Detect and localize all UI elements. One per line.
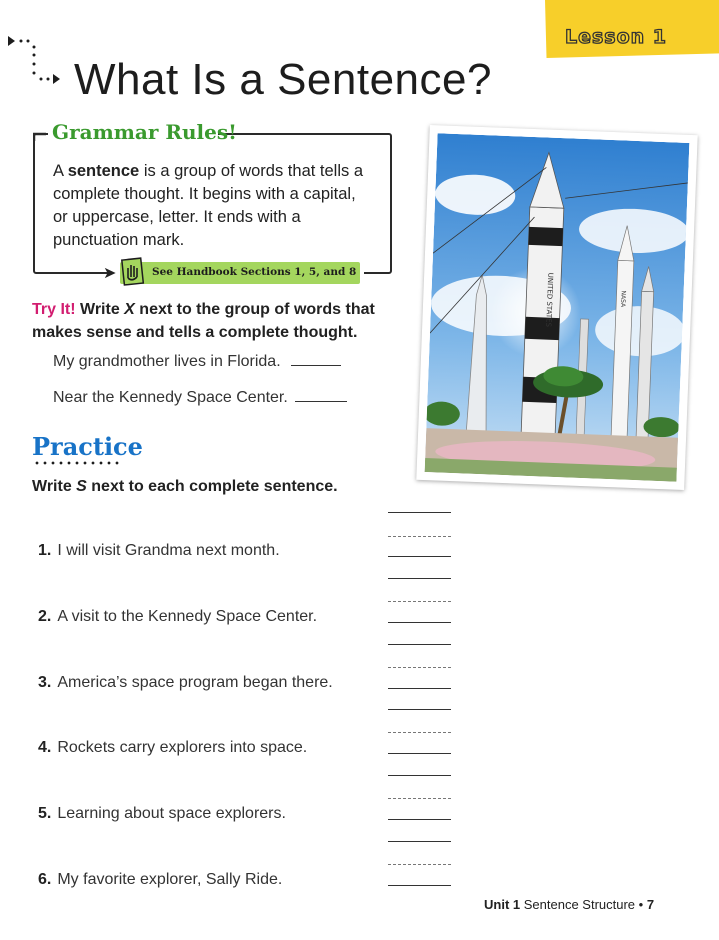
rocket-scene-illustration bbox=[425, 133, 690, 481]
try-it-item bbox=[53, 353, 341, 371]
footer-section: Sentence Structure bbox=[523, 897, 636, 912]
answer-guide-top bbox=[388, 578, 451, 579]
rules-text-post: is a group of words that tells a complete thought. It begins with a capital, or uppercase, letter. It ends with a punctuation mark. bbox=[53, 162, 364, 249]
rules-keyword: sentence bbox=[67, 162, 140, 180]
answer-line[interactable] bbox=[388, 885, 451, 886]
practice-item bbox=[38, 805, 286, 823]
item-number: 6. bbox=[38, 871, 52, 888]
try-it-text-post: next to the group of words that makes sense and tells a complete thought. bbox=[32, 301, 375, 341]
item-number: 4. bbox=[38, 739, 52, 756]
item-number: 2. bbox=[38, 608, 52, 625]
arrow-right-icon: ➤ bbox=[103, 265, 117, 282]
answer-guide-top bbox=[388, 644, 451, 645]
practice-instr-pre: Write bbox=[32, 478, 77, 495]
dotted-arrow-icon bbox=[8, 34, 70, 86]
answer-guide-top bbox=[388, 841, 451, 842]
rocket-label: UNITED STATES bbox=[544, 272, 555, 328]
footer-bullet: • bbox=[638, 897, 644, 912]
page-number: 7 bbox=[646, 897, 655, 912]
answer-guide-mid bbox=[388, 601, 451, 602]
try-it-text-pre: Write bbox=[75, 301, 125, 318]
rules-text-pre: A bbox=[53, 162, 68, 180]
handbook-reference: See Handbook Sections 1, 5, and 8 bbox=[152, 266, 357, 278]
try-it-instruction bbox=[32, 298, 422, 344]
answer-blank[interactable] bbox=[291, 364, 341, 366]
page-footer bbox=[484, 897, 654, 912]
rocket-label-2: NASA bbox=[619, 290, 627, 308]
rocket-garden-photo bbox=[416, 125, 697, 490]
practice-instr-var: S bbox=[76, 478, 87, 495]
answer-guide-top bbox=[388, 512, 451, 513]
answer-line[interactable] bbox=[388, 622, 451, 623]
answer-guide-top bbox=[388, 775, 451, 776]
item-number: 3. bbox=[38, 674, 52, 691]
practice-item bbox=[38, 608, 317, 626]
answer-guide-mid bbox=[388, 536, 451, 537]
item-text: My favorite explorer, Sally Ride. bbox=[57, 871, 283, 888]
rules-corner-tick bbox=[33, 126, 47, 142]
try-it-item bbox=[53, 389, 347, 407]
grammar-rules-heading: Grammar Rules! bbox=[52, 120, 237, 144]
try-it-label: Try It! bbox=[32, 301, 76, 318]
answer-guide-mid bbox=[388, 732, 451, 733]
answer-blank[interactable] bbox=[295, 400, 347, 402]
grammar-rules-text bbox=[53, 160, 373, 252]
practice-item bbox=[38, 871, 282, 889]
item-text: A visit to the Kennedy Space Center. bbox=[57, 608, 318, 625]
practice-heading: Practice bbox=[32, 432, 143, 461]
try-it-item-text: My grandmother lives in Florida. bbox=[53, 353, 281, 370]
lesson-label: Lesson 1 bbox=[565, 26, 668, 48]
item-number: 1. bbox=[38, 542, 52, 559]
item-number: 5. bbox=[38, 805, 52, 822]
answer-guide-top bbox=[388, 709, 451, 710]
item-text: Rockets carry explorers into space. bbox=[57, 739, 308, 756]
try-it-item-text: Near the Kennedy Space Center. bbox=[53, 389, 288, 406]
answer-guide-mid bbox=[388, 798, 451, 799]
answer-line[interactable] bbox=[388, 556, 451, 557]
answer-guide-mid bbox=[388, 667, 451, 668]
practice-item bbox=[38, 674, 333, 692]
handbook-hand-icon bbox=[121, 256, 145, 286]
page-title: What Is a Sentence? bbox=[74, 55, 492, 104]
item-text: I will visit Grandma next month. bbox=[57, 542, 280, 559]
practice-instr-post: next to each complete sentence. bbox=[86, 478, 338, 495]
practice-item bbox=[38, 542, 280, 560]
practice-instruction bbox=[32, 478, 338, 496]
practice-item bbox=[38, 739, 307, 757]
practice-underline bbox=[33, 461, 123, 465]
photo-image bbox=[425, 133, 690, 481]
footer-unit: Unit 1 bbox=[484, 897, 521, 912]
answer-line[interactable] bbox=[388, 688, 451, 689]
answer-line[interactable] bbox=[388, 753, 451, 754]
item-text: Learning about space explorers. bbox=[57, 805, 286, 822]
try-it-var: X bbox=[124, 301, 135, 318]
answer-line[interactable] bbox=[388, 819, 451, 820]
item-text: America’s space program began there. bbox=[57, 674, 333, 691]
answer-guide-mid bbox=[388, 864, 451, 865]
